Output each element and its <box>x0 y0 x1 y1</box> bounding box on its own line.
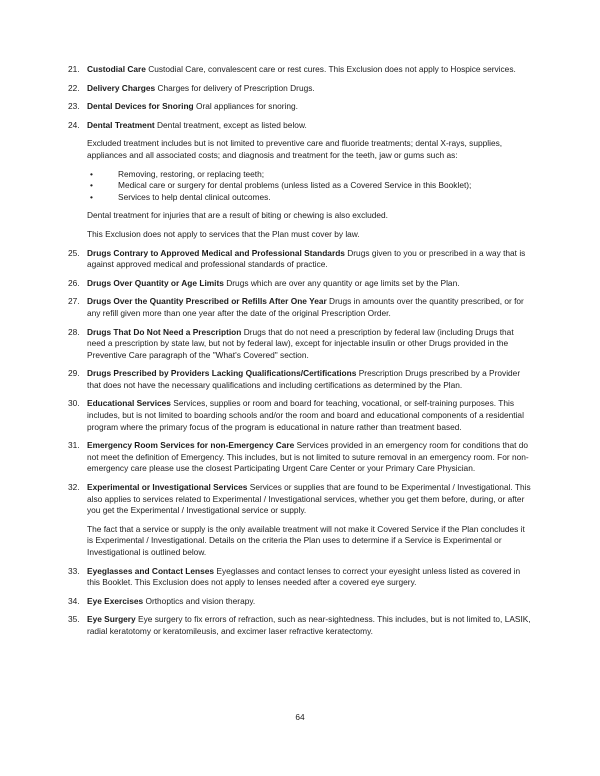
item-text: Dental treatment, except as listed below. <box>154 119 307 130</box>
item-term: Drugs Over the Quantity Prescribed or Refills After One Year <box>87 296 327 307</box>
bullet-icon: • <box>90 168 93 179</box>
item-subparagraph: Dental treatment for injuries that are a result of biting or chewing is also excluded. <box>87 210 388 221</box>
item-text: Eye surgery to fix errors of refraction, such as near-sightedness. This includes, but is not limited to, LASIK, radial keratotomy or keratomileusis, and excimer laser refractive keratectomy. <box>87 614 531 636</box>
exclusion-item <box>68 278 532 290</box>
item-term: Educational Services <box>87 398 171 409</box>
item-text: Eyeglasses and contact lenses to correct your eyesight unless listed as covered in this Booklet. This Exclusion does not apply to lenses needed after a covered eye surgery. <box>87 565 521 588</box>
item-text: Drugs in amounts over the quantity prescribed, or for any refill given more than one year after the date of the original Prescription Order. <box>87 296 524 318</box>
item-number: 31. <box>68 440 80 451</box>
exclusion-item <box>68 398 532 433</box>
list-item <box>68 192 532 204</box>
item-term: Drugs Over Quantity or Age Limits <box>87 277 224 288</box>
item-text: Services, supplies or room and board for teaching, vocational, or self-training purposes. This includes, but is not limited to boarding schools and/or the room and board and educational components of a residential program where the primary focus of the program is educational in nature rather than treatment based. <box>87 398 524 432</box>
exclusion-item <box>68 368 532 391</box>
item-text: Drugs given to you or prescribed in a way that is against approved medical and professional standards of practice. <box>87 247 526 270</box>
exclusion-item <box>68 120 532 132</box>
item-number: 24. <box>68 119 80 130</box>
item-number: 34. <box>68 595 80 606</box>
item-term: Dental Devices for Snoring <box>87 101 194 112</box>
item-text: Custodial Care, convalescent care or rest cures. This Exclusion does not apply to Hospice services. <box>145 64 516 74</box>
item-term: Emergency Room Services for non-Emergency Care <box>87 440 295 451</box>
item-subparagraph: This Exclusion does not apply to services that the Plan must cover by law. <box>87 228 360 239</box>
dental-exclusion-bullets <box>68 169 532 204</box>
item-number: 33. <box>68 565 80 576</box>
item-subparagraph: Excluded treatment includes but is not limited to preventive care and fluoride treatments; dental X-rays, supplies, appliances and all associated costs; and diagnosis and treatment for the teeth, jaw or gums such as: <box>87 138 503 160</box>
item-text: Charges for delivery of Prescription Drugs. <box>155 82 315 93</box>
exclusion-item <box>68 440 532 475</box>
item-term: Drugs Prescribed by Providers Lacking Qualifications/Certifications <box>87 368 357 379</box>
item-number: 35. <box>68 614 80 625</box>
page-number: 64 <box>295 712 305 722</box>
item-number: 21. <box>68 64 80 74</box>
item-number: 22. <box>68 82 80 93</box>
item-text: Oral appliances for snoring. <box>193 101 298 112</box>
item-number: 26. <box>68 277 80 288</box>
item-term: Custodial Care <box>87 64 146 74</box>
item-number: 30. <box>68 398 80 409</box>
item-text: Orthoptics and vision therapy. <box>143 595 256 606</box>
item-number: 23. <box>68 101 80 112</box>
item-term: Eye Exercises <box>87 595 144 606</box>
exclusion-item <box>68 64 532 76</box>
exclusion-item <box>68 296 532 319</box>
item-term: Eyeglasses and Contact Lenses <box>87 565 215 576</box>
item-term: Drugs That Do Not Need a Prescription <box>87 326 242 337</box>
item-text: Services provided in an emergency room for conditions that do not meet the definition of Emergency. This includes, but is not limited to suture removal in an emergency room. For non-emergency care please use the closest Participating Urgent Care Center or your Primary Care Physician. <box>87 440 529 474</box>
list-item-label: Medical care or surgery for dental problems (unless listed as a Covered Service in this Booklet); <box>118 180 472 191</box>
list-item <box>68 180 532 192</box>
bullet-icon: • <box>90 180 93 191</box>
exclusion-item <box>68 101 532 113</box>
item-term: Drugs Contrary to Approved Medical and Professional Standards <box>87 247 345 258</box>
item-term: Eye Surgery <box>87 614 136 625</box>
item-text: Services or supplies that are found to be Experimental / Investigational. This also applies to services related to Experimental / Investigational services, whether you get them before, during, or after you get the Experimental / Investigational service or supply. <box>87 482 531 516</box>
exclusion-item <box>68 327 532 362</box>
item-number: 27. <box>68 296 80 307</box>
exclusion-item <box>68 566 532 589</box>
item-text: Drugs which are over any quantity or age limits set by the Plan. <box>223 277 460 288</box>
exclusion-item <box>68 482 532 517</box>
list-item <box>68 169 532 181</box>
item-number: 29. <box>68 368 80 379</box>
item-number: 32. <box>68 482 80 493</box>
item-term: Dental Treatment <box>87 119 155 130</box>
item-text: Prescription Drugs prescribed by a Provider that does not have the necessary qualifications and including certifications as determined by the Plan. <box>87 368 521 390</box>
item-term: Experimental or Investigational Services <box>87 482 248 493</box>
item-number: 28. <box>68 326 80 337</box>
bullet-icon: • <box>90 191 93 202</box>
list-item-label: Removing, restoring, or replacing teeth; <box>118 168 265 179</box>
exclusion-item <box>68 614 532 637</box>
exclusion-item <box>68 248 532 271</box>
exclusions-list <box>68 64 532 645</box>
exclusion-item <box>68 596 532 608</box>
item-term: Delivery Charges <box>87 82 156 93</box>
item-text: Drugs that do not need a prescription by federal law (including Drugs that need a prescription by state law, but not by federal law), except for injectable insulin or other Drugs provided in the Preventive Care paragraph of the "What's Covered" section. <box>87 326 514 360</box>
item-number: 25. <box>68 247 80 258</box>
list-item-label: Services to help dental clinical outcomes. <box>118 191 271 202</box>
item-subparagraph: The fact that a service or supply is the only available treatment will not make it Covered Service if the Plan concludes it is Experimental / Investigational. Details on the criteria the Plan uses to determine if a Service is Experimental or Investigational is outlined below. <box>87 523 525 557</box>
exclusion-item <box>68 83 532 95</box>
